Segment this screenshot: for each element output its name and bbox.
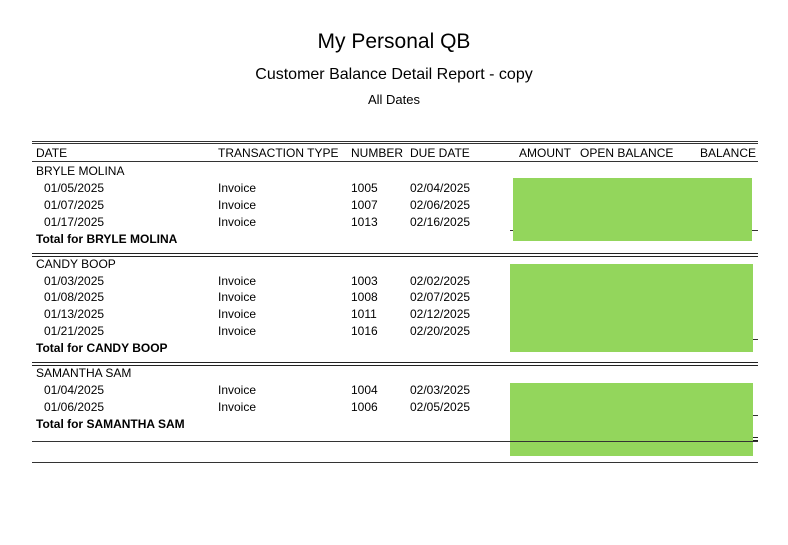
row-due: 02/06/2025 (410, 198, 471, 212)
header-bottom-rule (32, 161, 758, 162)
row-date: 01/13/2025 (44, 307, 105, 321)
redaction-block (513, 178, 752, 241)
column-header-number: NUMBER (351, 146, 404, 160)
customer-name: BRYLE MOLINA (36, 164, 125, 178)
column-header-amount: AMOUNT (519, 146, 571, 160)
row-date: 01/06/2025 (44, 400, 105, 414)
group-separator-rule (32, 362, 758, 363)
column-header-type: TRANSACTION TYPE (218, 146, 339, 160)
report-subtitle: Customer Balance Detail Report - copy (255, 66, 533, 83)
group-separator-rule-2 (32, 256, 758, 257)
row-type: Invoice (218, 181, 257, 195)
row-number: 1011 (351, 307, 377, 321)
row-date: 01/17/2025 (44, 215, 105, 229)
row-due: 02/20/2025 (410, 324, 471, 338)
group-separator-rule-2 (32, 365, 758, 366)
row-number: 1005 (351, 181, 378, 195)
row-due: 02/07/2025 (410, 290, 471, 304)
row-due: 02/02/2025 (410, 274, 471, 288)
redaction-block (510, 264, 753, 352)
row-date: 01/03/2025 (44, 274, 105, 288)
group-separator-rule (32, 253, 758, 254)
row-type: Invoice (218, 383, 257, 397)
row-type: Invoice (218, 198, 257, 212)
customer-total: Total for SAMANTHA SAM (36, 417, 185, 431)
row-date: 01/05/2025 (44, 181, 105, 195)
row-number: 1007 (351, 198, 378, 212)
grand-total-rule (32, 441, 758, 442)
row-type: Invoice (218, 215, 257, 229)
column-header-due: DUE DATE (410, 146, 470, 160)
row-number: 1004 (351, 383, 378, 397)
row-number: 1003 (351, 274, 378, 288)
redaction-block (510, 383, 753, 456)
row-due: 02/12/2025 (410, 307, 471, 321)
row-number: 1006 (351, 400, 378, 414)
row-type: Invoice (218, 400, 257, 414)
report-date-range: All Dates (367, 92, 421, 107)
customer-total: Total for CANDY BOOP (36, 341, 168, 355)
row-due: 02/16/2025 (410, 215, 471, 229)
customer-name: CANDY BOOP (36, 257, 116, 271)
report-bottom-rule (32, 462, 758, 463)
column-header-open-balance: OPEN BALANCE (580, 146, 674, 160)
row-due: 02/03/2025 (410, 383, 471, 397)
row-date: 01/04/2025 (44, 383, 105, 397)
report-title: My Personal QB (317, 30, 471, 53)
row-due: 02/04/2025 (410, 181, 471, 195)
row-number: 1008 (351, 290, 378, 304)
row-type: Invoice (218, 290, 257, 304)
customer-total: Total for BRYLE MOLINA (36, 232, 178, 246)
row-date: 01/21/2025 (44, 324, 105, 338)
row-date: 01/07/2025 (44, 198, 105, 212)
header-top-rule (32, 141, 758, 142)
row-type: Invoice (218, 274, 257, 288)
header-top-rule-2 (32, 143, 758, 144)
row-number: 1013 (351, 215, 378, 229)
row-type: Invoice (218, 324, 257, 338)
column-header-date: DATE (36, 146, 68, 160)
column-header-balance: BALANCE (700, 146, 757, 160)
row-number: 1016 (351, 324, 378, 338)
row-type: Invoice (218, 307, 257, 321)
customer-name: SAMANTHA SAM (36, 366, 132, 380)
row-due: 02/05/2025 (410, 400, 471, 414)
row-date: 01/08/2025 (44, 290, 105, 304)
